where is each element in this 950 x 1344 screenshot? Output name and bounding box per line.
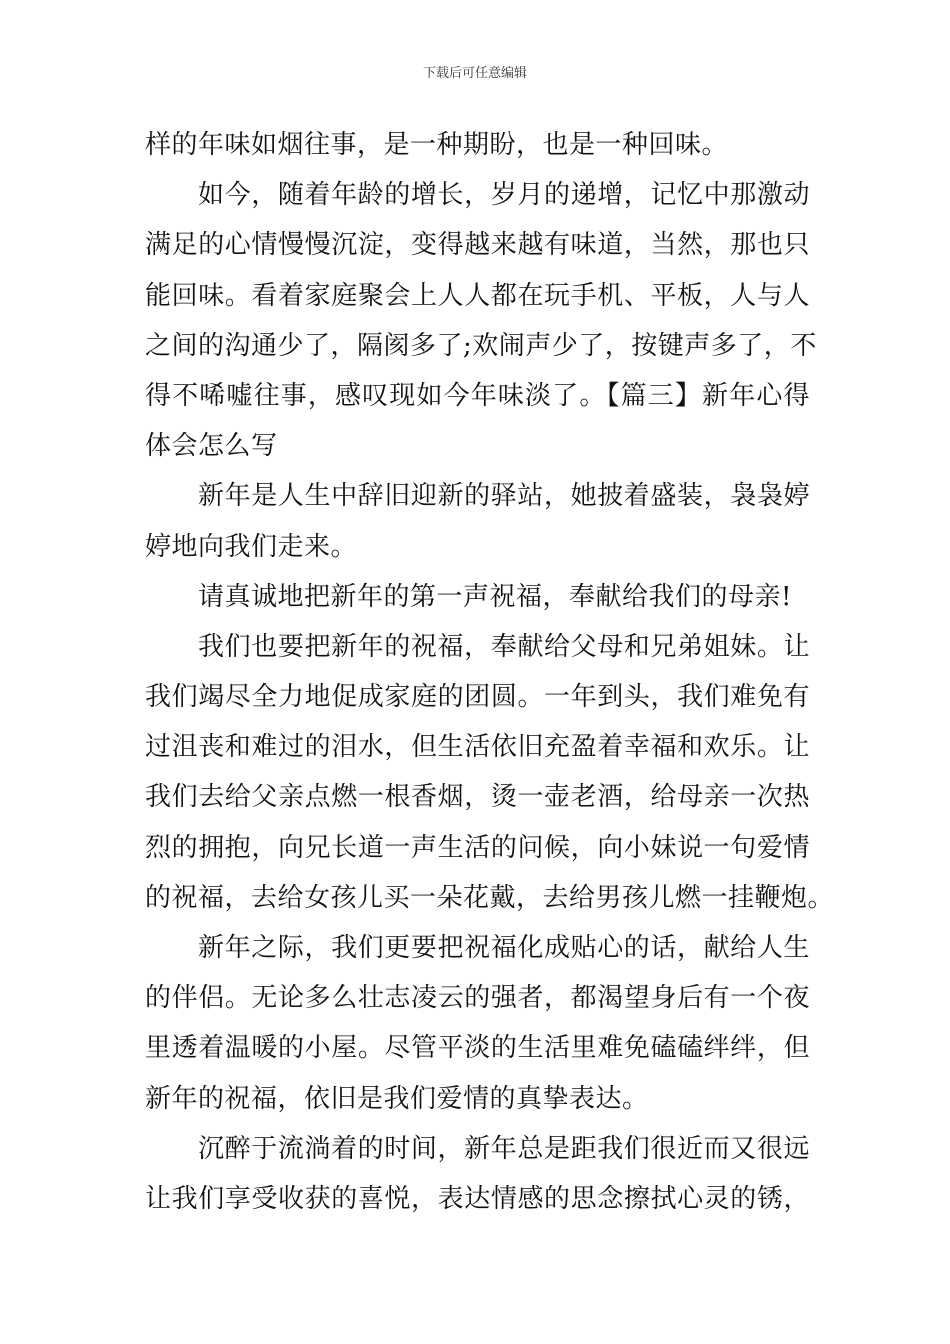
text-line: 样的年味如烟往事，是一种期盼，也是一种回味。: [145, 130, 729, 160]
text-line: 我们也要把新年的祝福，奉献给父母和兄弟姐妹。让: [198, 631, 810, 662]
text-line: 里透着温暖的小屋。尽管平淡的生活里难免磕磕绊绊，但: [145, 1033, 810, 1064]
text-line: 体会怎么写: [145, 431, 278, 462]
text-line: 得不唏嘘往事，感叹现如今年味淡了。【篇三】新年心得: [145, 380, 810, 411]
text-line: 之间的沟通少了，隔阂多了;欢闹声少了，按键声多了，不: [145, 330, 817, 361]
document-body: [145, 120, 835, 1224]
text-line: 我们去给父亲点燃一根香烟，烫一壶老酒，给母亲一次热: [145, 782, 810, 813]
text-line: 让我们享受收获的喜悦，表达情感的思念擦拭心灵的锈，: [145, 1183, 810, 1214]
text-line: 新年之际，我们更要把祝福化成贴心的话，献给人生: [198, 933, 810, 963]
text-line: 新年是人生中辞旧迎新的驿站，她披着盛装，袅袅婷: [198, 481, 810, 512]
page-header: 下载后可任意编辑: [422, 66, 527, 81]
text-line: 满足的心情慢慢沉淀，变得越来越有味道，当然，那也只: [145, 230, 810, 261]
text-line: 如今，随着年龄的增长，岁月的递增，记忆中那激动: [198, 180, 810, 211]
text-line: 能回味。看着家庭聚会上人人都在玩手机、平板，人与人: [145, 280, 810, 311]
text-line: 我们竭尽全力地促成家庭的团圆。一年到头，我们难免有: [145, 682, 810, 713]
text-line: 过沮丧和难过的泪水，但生活依旧充盈着幸福和欢乐。让: [145, 732, 810, 763]
text-line: 的伴侣。无论多么壮志凌云的强者，都渴望身后有一个夜: [145, 983, 810, 1014]
text-line: 烈的拥抱，向兄长道一声生活的问候，向小妹说一句爱情: [145, 832, 810, 863]
text-line: 的祝福，去给女孩儿买一朵花戴，去给男孩儿燃一挂鞭炮。: [145, 882, 835, 913]
text-line: 婷地向我们走来。: [145, 531, 358, 562]
text-line: 请真诚地把新年的第一声祝福，奉献给我们的母亲!: [198, 581, 792, 612]
text-line: 沉醉于流淌着的时间，新年总是距我们很近而又很远: [198, 1133, 810, 1164]
text-line: 新年的祝福，依旧是我们爱情的真挚表达。: [145, 1083, 649, 1114]
